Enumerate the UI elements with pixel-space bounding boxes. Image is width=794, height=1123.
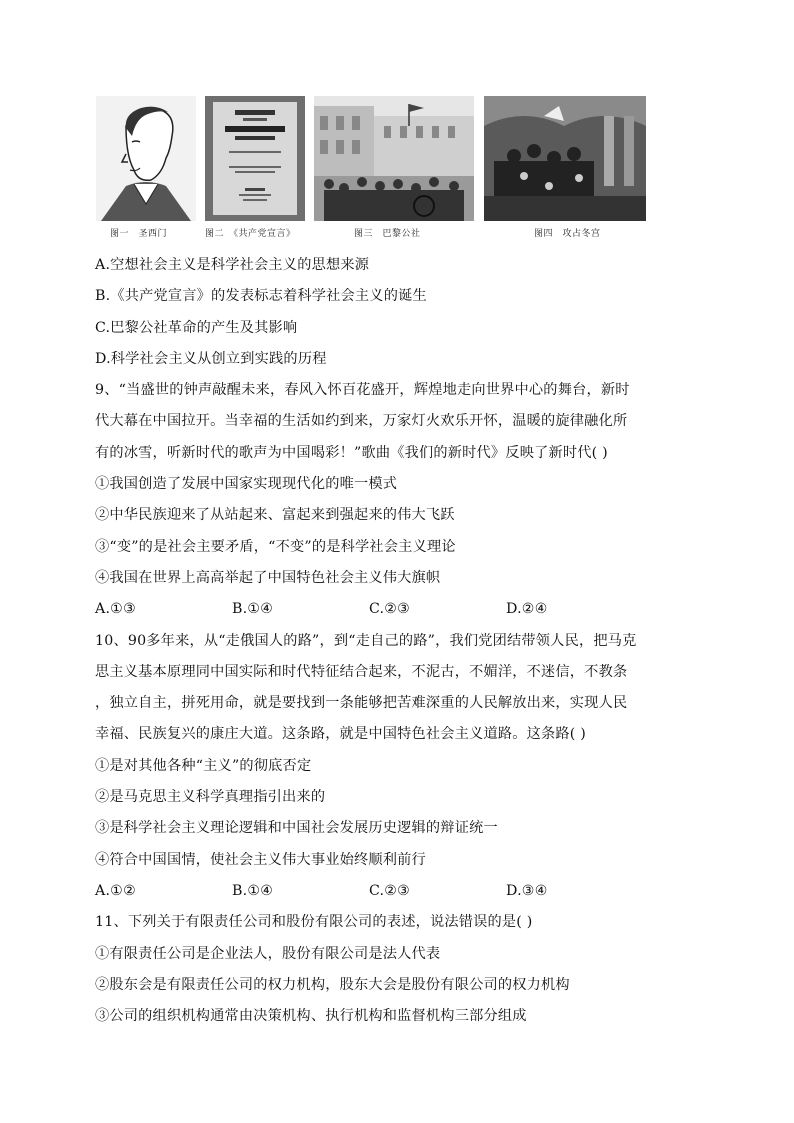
q10-stem-line-1: 10、90多年来，从“走俄国人的路”，到“走自己的路”，我们党团结带领人民，把马克 [95,632,637,649]
q8-option-a: A.空想社会主义是科学社会主义的思想来源 [95,257,370,273]
paris-commune-image [314,96,474,221]
q11-statement-1: ①有限责任公司是企业法人，股份有限公司是法人代表 [95,945,441,962]
figure-4-caption: 图四 攻占冬宫 [534,229,601,239]
q10-choice-d: D.③④ [506,882,548,899]
figure-3-caption: 图三 巴黎公社 [354,229,421,239]
figure-1 [96,96,196,239]
q11-stem-line-1: 11、下列关于有限责任公司和股份有限公司的表述，说法错误的是( ) [95,914,533,931]
figure-2-caption: 图二 《共产党宣言》 [205,229,296,239]
question-content [95,250,705,1032]
q10-choice-b: B.①④ [232,882,274,899]
manifesto-cover-image [205,96,305,221]
q8-option-c: C.巴黎公社革命的产生及其影响 [95,319,298,336]
q11-statement-3: ③公司的组织机构通常由决策机构、执行机构和监督机构三部分组成 [95,1008,527,1025]
q8-option-d: D.科学社会主义从创立到实践的历程 [95,350,327,367]
q9-choice-c: C.②③ [369,601,411,618]
q10-stem-line-4: 幸福、民族复兴的康庄大道。这条路，就是中国特色社会主义道路。这条路( ) [95,726,586,743]
q9-choice-b: B.①④ [232,601,274,618]
q9-statement-1: ①我国创造了发展中国家实现现代化的唯一模式 [95,476,398,493]
figure-strip [96,96,656,246]
q9-choices [95,594,705,625]
figure-3 [314,96,474,239]
q9-choice-a: A.①③ [95,601,136,618]
q9-statement-3: ③“变”的是社会主要矛盾，“不变”的是科学社会主义理论 [95,538,456,555]
winter-palace-image [484,96,646,221]
q10-choice-a: A.①② [95,882,136,899]
q10-statement-4: ④符合中国国情，使社会主义伟大事业始终顺利前行 [95,851,426,868]
figure-1-caption: 图一 圣西门 [110,229,168,239]
q8-option-b: B.《共产党宣言》的发表标志着科学社会主义的诞生 [95,288,427,305]
q9-statement-2: ②中华民族迎来了从站起来、富起来到强起来的伟大飞跃 [95,507,455,524]
q10-choices [95,876,705,907]
portrait-image [96,96,196,221]
q9-statement-4: ④我国在世界上高高举起了中国特色社会主义伟大旗帜 [95,569,441,586]
q10-choice-c: C.②③ [369,882,411,899]
q10-statement-3: ③是科学社会主义理论逻辑和中国社会发展历史逻辑的辩证统一 [95,820,498,837]
q10-stem-line-3: ，独立自主，拼死用命，就是要找到一条能够把苦难深重的人民解放出来，实现人民 [95,695,628,712]
q10-stem-line-2: 思主义基本原理同中国实际和时代特征结合起来，不泥古，不媚洋，不迷信，不教条 [95,663,628,680]
q9-stem-line-2: 代大幕在中国拉开。当幸福的生活如约到来，万家灯火欢乐开怀，温暖的旋律融化所 [95,413,628,430]
q11-statement-2: ②股东会是有限责任公司的权力机构，股东大会是股份有限公司的权力机构 [95,976,570,993]
q9-stem-line-3: 有的冰雪，听新时代的歌声为中国喝彩！”歌曲《我们的新时代》反映了新时代( ) [95,444,608,461]
figure-2 [205,96,305,239]
q10-statement-1: ①是对其他各种“主义”的彻底否定 [95,757,312,774]
q9-stem-line-1: 9、“当盛世的钟声敲醒未来，春风入怀百花盛开，辉煌地走向世界中心的舞台，新时 [95,382,630,399]
figure-4 [484,96,646,239]
q10-statement-2: ②是马克思主义科学真理指引出来的 [95,789,326,806]
q9-choice-d: D.②④ [506,601,548,618]
